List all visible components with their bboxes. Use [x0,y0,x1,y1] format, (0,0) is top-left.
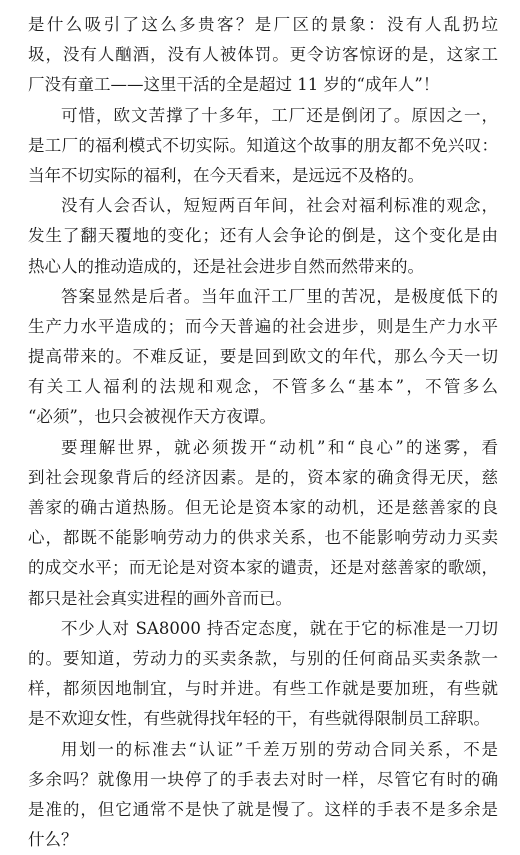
paragraph [28,191,498,282]
text-line: 提高带来的。不难反证，要是回到欧文的年代，那么今天一切 [28,342,498,372]
paragraph [28,10,498,101]
text-line: 不少人对 SA8000 持否定态度，就在于它的标准是一刀切 [28,614,498,644]
text-line: 圾，没有人酗酒，没有人被体罚。更令访客惊讶的是，这家工 [28,40,498,70]
text-line: 没有人会否认，短短两百年间，社会对福利标准的观念， [28,191,498,221]
text-line: 可惜，欧文苦撑了十多年，工厂还是倒闭了。原因之一， [28,101,498,131]
text-line: 答案显然是后者。当年血汗工厂里的苦况，是极度低下的 [28,282,498,312]
paragraph [28,282,498,433]
text-line: 有关工人福利的法规和观念，不管多么“基本”，不管多么 [28,372,498,402]
paragraph [28,433,498,614]
text-line: 是不欢迎女性，有些就得找年轻的干，有些就得限制员工辞职。 [28,704,498,734]
text-line: 是工厂的福利模式不切实际。知道这个故事的朋友都不免兴叹： [28,131,498,161]
paragraph [28,735,498,855]
text-line: 的成交水平；而无论是对资本家的谴责，还是对慈善家的歌颂， [28,553,498,583]
text-line: 是准的，但它通常不是快了就是慢了。这样的手表不是多余是 [28,795,498,825]
text-line: 用划一的标准去“认证”千差万别的劳动合同关系，不是 [28,735,498,765]
text-line: 心，都既不能影响劳动力的供求关系，也不能影响劳动力买卖 [28,523,498,553]
text-line: 当年不切实际的福利，在今天看来，是远远不及格的。 [28,161,498,191]
text-line: 到社会现象背后的经济因素。是的，资本家的确贪得无厌，慈 [28,463,498,493]
text-line: 的。要知道，劳动力的买卖条款，与别的任何商品买卖条款一 [28,644,498,674]
text-line: “必须”，也只会被视作天方夜谭。 [28,402,498,432]
text-line: 要理解世界，就必须拨开“动机”和“良心”的迷雾，看 [28,433,498,463]
text-line: 善家的确古道热肠。但无论是资本家的动机，还是慈善家的良 [28,493,498,523]
paragraph [28,101,498,192]
text-line: 热心人的推动造成的，还是社会进步自然而然带来的。 [28,252,498,282]
paragraph [28,614,498,735]
body-text [28,10,498,855]
text-line: 都只是社会真实进程的画外音而已。 [28,584,498,614]
text-line: 生产力水平造成的；而今天普遍的社会进步，则是生产力水平 [28,312,498,342]
text-line: 厂没有童工——这里干活的全是超过 11 岁的“成年人”！ [28,70,498,100]
book-page [28,10,498,855]
text-line: 多余吗？就像用一块停了的手表去对时一样，尽管它有时的确 [28,765,498,795]
text-line: 是什么吸引了这么多贵客？是厂区的景象：没有人乱扔垃 [28,10,498,40]
text-line: 什么？ [28,825,498,855]
text-line: 发生了翻天覆地的变化；还有人会争论的倒是，这个变化是由 [28,221,498,251]
text-line: 样，都须因地制宜，与时并进。有些工作就是要加班，有些就 [28,674,498,704]
